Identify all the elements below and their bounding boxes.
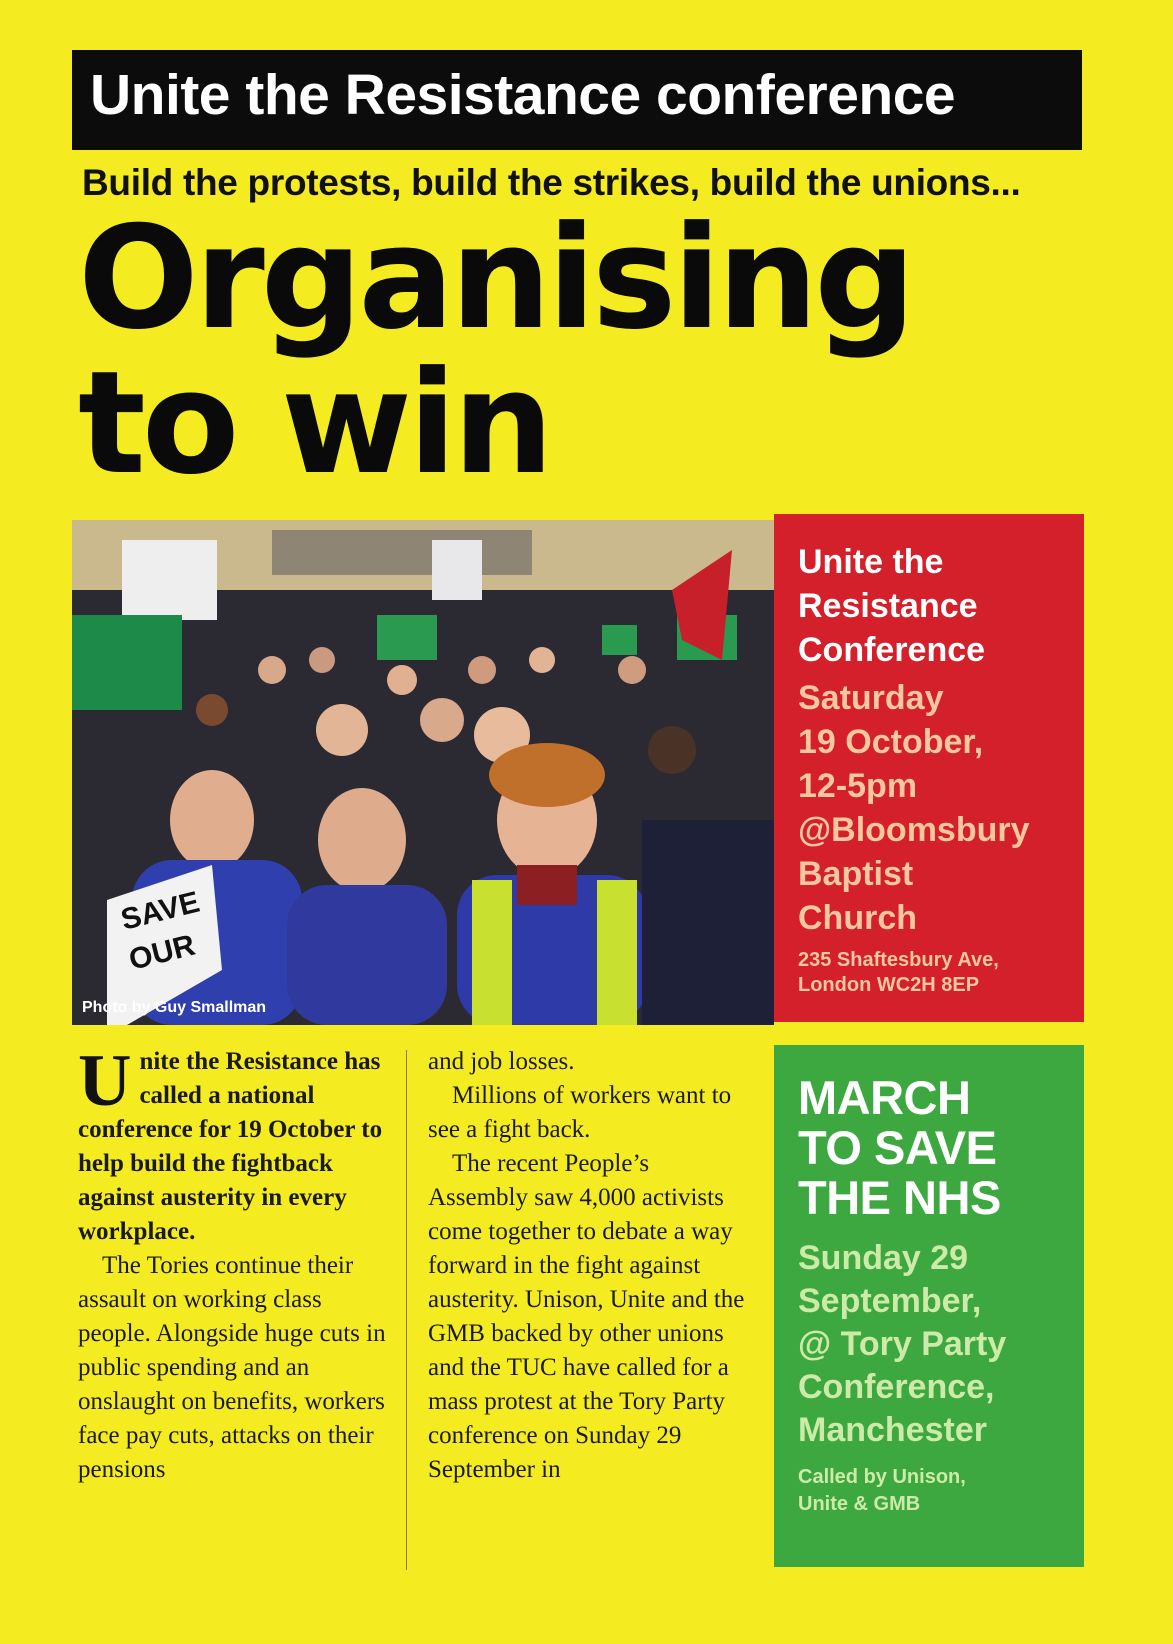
lead-text: nite the Resistance has called a national conference for 19 October to help build the fightback against austerity in every workplace.	[78, 1048, 383, 1245]
article-column-2	[428, 1045, 748, 1487]
article-column-1	[78, 1040, 390, 1487]
banner-title: Unite the Resistance conference	[72, 50, 1082, 150]
article-lead	[78, 1040, 390, 1249]
event-address-2: London WC2H 8EP	[798, 974, 980, 996]
event-box	[774, 514, 1084, 1022]
march-venue-1: @ Tory Party	[798, 1325, 1007, 1363]
svg-text:OUR: OUR	[125, 928, 199, 977]
article-paragraph-3: The recent People’s Assembly saw 4,000 activists come together to debate a way forward in the fight against austerity. Unison, Unite and the GMB backed by other unions and the TUC have called for a mass protest at the Tory Party conference on Sunday 29 September in	[428, 1150, 745, 1483]
protest-photo	[72, 520, 774, 1025]
placard	[377, 615, 437, 660]
march-date-2: September,	[798, 1282, 982, 1320]
event-date-2: 19 October,	[798, 723, 984, 761]
placard	[432, 540, 482, 600]
headline	[78, 196, 912, 506]
march-date-1: Sunday 29	[798, 1239, 969, 1277]
march-called-2: Unite & GMB	[798, 1493, 921, 1515]
headline-line-2: to win	[78, 341, 550, 506]
event-title-3: Conference	[798, 631, 986, 669]
headline-line-1: Organising	[78, 196, 912, 361]
article-paragraph-2: Millions of workers want to see a fight back.	[428, 1082, 732, 1143]
event-title-2: Resistance	[798, 587, 978, 625]
event-address-1: 235 Shaftesbury Ave,	[798, 949, 999, 971]
event-address	[798, 948, 1066, 998]
event-title-1: Unite the	[798, 543, 944, 581]
event-venue-1: @Bloomsbury	[798, 811, 1030, 849]
event-date-1: Saturday	[798, 679, 944, 717]
march-venue-2: Conference,	[798, 1368, 995, 1406]
march-called-1: Called by Unison,	[798, 1466, 966, 1488]
svg-text:SAVE: SAVE	[117, 885, 203, 937]
march-venue-3: Manchester	[798, 1411, 987, 1449]
crowd-illustration	[72, 520, 774, 1025]
drop-cap: U	[78, 1040, 132, 1122]
event-details	[798, 676, 1066, 940]
tagline: Build the protests, build the strikes, build the unions...	[82, 162, 1021, 203]
march-title-3: THE NHS	[798, 1171, 1001, 1224]
photo-credit: Photo by Guy Smallman	[82, 999, 267, 1016]
placard	[602, 625, 637, 655]
march-details	[798, 1237, 1068, 1452]
article-paragraph-1-end: and job losses.	[428, 1048, 575, 1075]
march-box	[774, 1045, 1084, 1567]
placard	[72, 615, 182, 710]
article-paragraph-1: The Tories continue their assault on working class people. Alongside huge cuts in public spending and an onslaught on benefits, workers face pay cuts, attacks on their pensions	[78, 1252, 386, 1483]
placard	[122, 540, 217, 620]
event-venue-2: Baptist	[798, 855, 914, 893]
event-time: 12-5pm	[798, 767, 918, 805]
march-title-2: TO SAVE	[798, 1121, 997, 1174]
march-called-by	[798, 1464, 1068, 1518]
column-divider	[406, 1050, 407, 1570]
march-title-1: MARCH	[798, 1071, 971, 1124]
event-venue-3: Church	[798, 899, 917, 937]
